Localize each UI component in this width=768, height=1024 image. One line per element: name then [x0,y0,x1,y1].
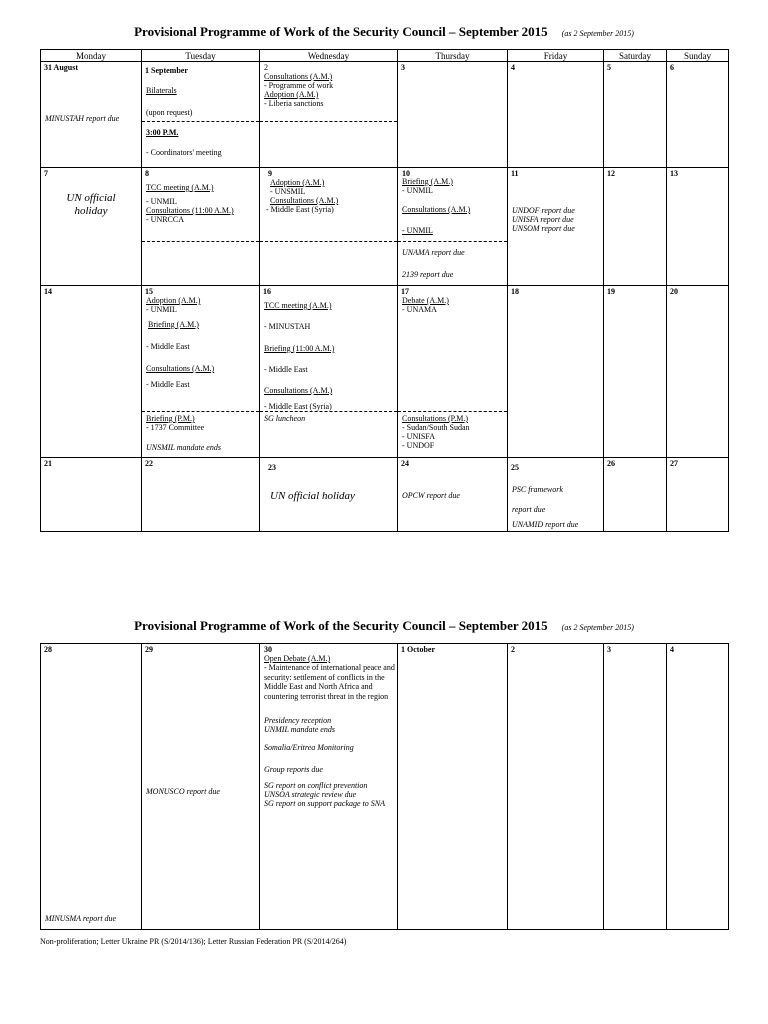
event-heading: Adoption (A.M.) [264,90,319,99]
date-label: 12 [607,169,615,178]
dashed-divider [398,241,507,242]
week-row [41,458,729,532]
week-row [41,644,729,930]
day-cell [667,168,729,286]
day-cell [260,286,398,458]
date-label: 2 [511,645,515,654]
event-heading: Briefing (11:00 A.M.) [264,344,335,353]
date-label: 8 [145,169,149,178]
as-of-date-1: (as 2 September 2015) [561,29,634,38]
date-label: 6 [670,63,674,72]
day-header-monday: Monday [41,50,142,62]
event-note: SG report on conflict prevention [264,781,368,790]
event-note: Group reports due [264,765,323,774]
date-label: 3 [607,645,611,654]
date-label: 18 [511,287,519,296]
event-note: UNDOF report due [512,206,575,215]
date-label: 5 [607,63,611,72]
date-label: 14 [44,287,52,296]
day-header-tuesday: Tuesday [142,50,260,62]
event-note: 2139 report due [402,270,454,279]
day-cell [260,62,398,168]
date-label: 22 [145,459,153,468]
holiday-note: UN official holiday [270,490,355,502]
event-note: Presidency reception [264,716,332,725]
week-row [41,286,729,458]
day-cell [604,168,667,286]
event-heading: Consultations (A.M.) [264,72,333,81]
day-cell [142,644,260,930]
date-label: 21 [44,459,52,468]
event-heading: Briefing (A.M.) [148,320,199,329]
event-item: - Middle East (Syria) [266,205,334,214]
day-cell [667,62,729,168]
day-cell [260,168,398,286]
event-item: - Liberia sanctions [264,99,324,108]
date-label: 27 [670,459,678,468]
event-item: - Middle East [264,365,308,374]
day-cell [142,62,260,168]
event-heading: TCC meeting (A.M.) [146,183,214,192]
date-label: 15 [145,287,153,296]
day-header-thursday: Thursday [398,50,508,62]
day-cell [667,644,729,930]
event-item: - UNAMA [402,305,437,314]
day-cell [604,62,667,168]
event-note: report due [512,505,546,514]
event-heading: Consultations (11:00 A.M.) [146,206,234,215]
date-label: 2 [264,63,268,72]
day-cell [508,644,604,930]
dashed-divider [142,121,259,122]
day-cell [667,286,729,458]
event-item: - Middle East [146,342,190,351]
day-cell [260,644,398,930]
date-label: 23 [268,463,276,472]
date-label: 30 [264,645,272,654]
day-cell [508,458,604,532]
event-heading: Consultations (A.M.) [402,205,471,214]
event-note: MONUSCO report due [146,787,220,796]
date-label: 4 [670,645,674,654]
event-heading: Open Debate (A.M.) [264,654,331,663]
event-heading: Adoption (A.M.) [146,296,201,305]
day-cell [41,458,142,532]
date-label: 25 [511,463,519,472]
event-heading: 3:00 P.M. [146,128,179,137]
event-item: - UNSMIL [270,187,306,196]
event-heading: Debate (A.M.) [402,296,449,305]
date-label: 19 [607,287,615,296]
event-note: Somalia/Eritrea Monitoring [264,743,354,752]
event-heading: Bilaterals [146,86,177,95]
day-cell [604,458,667,532]
event-item: - UNMIL [402,186,433,195]
day-header-friday: Friday [508,50,604,62]
date-label: 28 [44,645,52,654]
week-row [41,168,729,286]
date-label: 9 [268,169,272,178]
day-header-sunday: Sunday [667,50,729,62]
event-item: - Middle East (Syria) [264,402,332,411]
event-item: - Maintenance of international peace and security: settlement of conflicts in the Middle East and North Africa and countering terrorist threat in the region [264,663,395,701]
day-cell [604,644,667,930]
date-label: 3 [401,63,405,72]
event-item: - UNDOF [402,441,435,450]
day-header-wednesday: Wednesday [260,50,398,62]
day-cell [260,458,398,532]
calendar-table-1 [40,49,729,532]
event-heading: Consultations (A.M.) [264,386,333,395]
event-note: MINUSMA report due [45,914,117,923]
event-heading: Briefing (P.M.) [146,414,195,423]
event-heading: Adoption (A.M.) [270,178,325,187]
date-label: 17 [401,287,409,296]
holiday-note: UN official holiday [66,192,116,217]
event-note: UNSMIL mandate ends [146,443,221,452]
date-label: 1 October [401,645,435,654]
date-label: 13 [670,169,678,178]
day-cell [41,286,142,458]
dashed-divider [142,241,259,242]
event-note: MINUSTAH report due [45,114,120,123]
dashed-divider [260,121,397,122]
day-cell [508,62,604,168]
event-note: SG luncheon [264,414,306,423]
day-cell [667,458,729,532]
day-cell [142,458,260,532]
event-item: - Programme of work [264,81,334,90]
calendar-table-2 [40,643,729,930]
event-item: - UNMIL [146,197,177,206]
day-cell [142,286,260,458]
date-label: 26 [607,459,615,468]
event-item: - UNISFA [402,432,435,441]
week-row [41,62,729,168]
event-note: PSC framework [512,485,563,494]
event-note: UNISFA report due [512,215,574,224]
dashed-divider [398,411,507,412]
event-heading: Consultations (A.M.) [146,364,215,373]
event-item: - MINUSTAH [264,322,311,331]
day-cell [398,458,508,532]
day-cell [41,168,142,286]
date-label: 4 [511,63,515,72]
day-cell [398,644,508,930]
event-heading: Briefing (A.M.) [402,177,453,186]
date-label: 16 [263,287,271,296]
day-cell [398,168,508,286]
date-label: 24 [401,459,409,468]
date-label: 1 September [145,66,188,75]
dashed-divider [260,411,397,412]
event-item: - Sudan/South Sudan [402,423,470,432]
event-heading: Consultations (P.M.) [402,414,469,423]
event-note: UNSOA strategic review due [264,790,357,799]
date-label: 11 [511,169,519,178]
dashed-divider [142,411,259,412]
event-item: - UNRCCA [146,215,185,224]
day-cell [41,644,142,930]
event-item: - Middle East [146,380,190,389]
event-note: OPCW report due [402,491,460,500]
day-header-saturday: Saturday [604,50,667,62]
as-of-date-2: (as 2 September 2015) [561,623,634,632]
page-title-2: Provisional Programme of Work of the Security Council – September 2015 (as 2 September 2015) [134,618,634,633]
footnote: Non-proliferation; Letter Ukraine PR (S/2014/136); Letter Russian Federation PR (S/2014/264) [40,937,347,946]
date-label: 29 [145,645,153,654]
dashed-divider [260,241,397,242]
event-note: UNAMID report due [512,520,579,529]
event-heading: TCC meeting (A.M.) [264,301,332,310]
day-cell [398,286,508,458]
day-cell [398,62,508,168]
day-cell [142,168,260,286]
date-label: 31 August [44,63,79,72]
date-label: 10 [402,169,410,178]
date-label: 7 [44,169,48,178]
event-item: - Coordinators' meeting [146,148,222,157]
day-cell [508,168,604,286]
date-label: 20 [670,287,678,296]
day-cell [41,62,142,168]
weekday-header-row [41,50,729,62]
page-title-1: Provisional Programme of Work of the Security Council – September 2015 (as 2 September 2015) [134,24,634,39]
day-cell [604,286,667,458]
event-item: (upon request) [146,108,193,117]
day-cell [508,286,604,458]
event-item: - UNMIL [146,305,177,314]
event-note: SG report on support package to SNA [264,799,386,808]
event-note: UNMIL mandate ends [264,725,335,734]
event-note: UNSOM report due [512,224,575,233]
event-note: UNAMA report due [402,248,465,257]
event-heading: Consultations (A.M.) [270,196,339,205]
event-item: - UNMIL [402,226,433,235]
event-item: - 1737 Committee [146,423,205,432]
